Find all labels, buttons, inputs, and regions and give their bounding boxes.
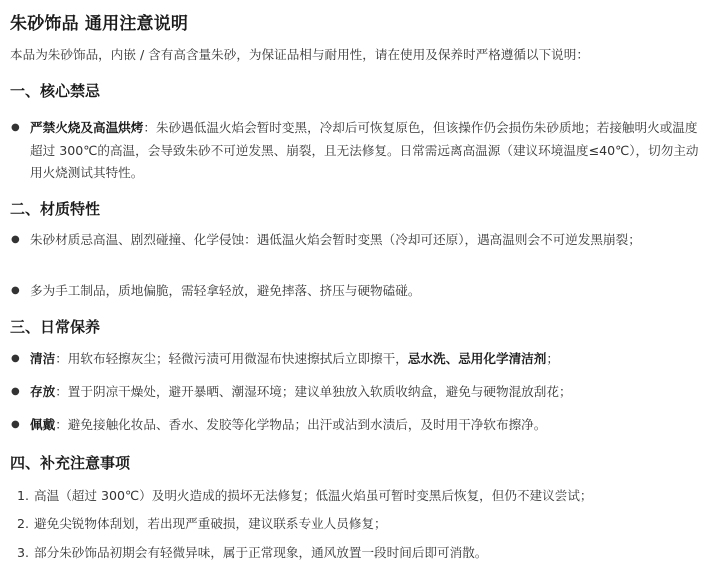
- intro-paragraph: 本品为朱砂饰品，内嵌 / 含有高含量朱砂，为保证品相与耐用性，请在使用及保养时严格遵循以下说明：: [10, 47, 589, 62]
- bullet-icon: ●: [11, 353, 20, 364]
- list-number: 1.: [17, 488, 30, 503]
- item-emphasis: 佩戴: [30, 417, 56, 432]
- section-heading-material: 二、材质特性: [10, 200, 101, 218]
- item-text: 部分朱砂饰品初期会有轻微异味，属于正常现象，通风放置一段时间后即可消散。: [34, 545, 488, 560]
- page-title: 朱砂饰品 通用注意说明: [10, 14, 189, 34]
- bullet-icon: ●: [11, 386, 20, 397]
- list-item: [11, 229, 709, 252]
- item-emphasis-secondary: 忌水洗、忌用化学清洁剂: [407, 351, 547, 366]
- item-emphasis: 严禁火烧及高温烘烤: [30, 120, 144, 135]
- item-text: 高温（超过 300℃）及明火造成的损坏无法修复；低温火焰虽可暂时变黑后恢复，但仍不建议尝试；: [34, 488, 593, 503]
- item-text: 朱砂材质忌高温、剧烈碰撞、化学侵蚀：遇低温火焰会暂时变黑（冷却可还原），遇高温则会不可逆发黑崩裂；: [30, 232, 641, 247]
- list-item: [17, 513, 709, 536]
- list-item: [11, 348, 709, 371]
- bullet-icon: ●: [11, 122, 20, 133]
- list-item: [11, 414, 709, 437]
- section-heading-core-taboos: 一、核心禁忌: [10, 82, 101, 100]
- item-text: ：置于阴凉干燥处，避开暴晒、潮湿环境；建议单独放入软质收纳盒，避免与硬物混放刮花；: [55, 384, 572, 399]
- item-emphasis: 清洁: [30, 351, 56, 366]
- section-heading-daily-care: 三、日常保养: [10, 318, 101, 336]
- list-item: [11, 280, 709, 303]
- item-text: ：用软布轻擦灰尘；轻微污渍可用微湿布快速擦拭后立即擦干，: [55, 351, 408, 366]
- bullet-icon: ●: [11, 234, 20, 245]
- list-number: 3.: [17, 545, 30, 560]
- item-text: ：避免接触化妆品、香水、发胶等化学物品；出汗或沾到水渍后，及时用干净软布擦净。: [55, 417, 547, 432]
- list-item: [11, 117, 709, 185]
- item-emphasis: 存放: [30, 384, 56, 399]
- section-heading-extra-notes: 四、补充注意事项: [10, 454, 131, 472]
- list-item: [17, 542, 709, 565]
- item-text: 避免尖锐物体刮划，若出现严重破损，建议联系专业人员修复；: [34, 516, 387, 531]
- list-item: [17, 485, 709, 508]
- list-item: [11, 381, 709, 404]
- bullet-icon: ●: [11, 285, 20, 296]
- list-number: 2.: [17, 516, 30, 531]
- bullet-icon: ●: [11, 419, 20, 430]
- item-text: 多为手工制品，质地偏脆，需轻拿轻放，避免摔落、挤压与硬物磕碰。: [30, 283, 421, 298]
- item-text: ：朱砂遇低温火焰会暂时变黑，冷却后可恢复原色，但该操作仍会损伤朱砂质地；若接触明火或温度超过 300℃的高温，会导致朱砂不可逆发黑、崩裂，且无法修复。日常需远离高温源（建议环境温度≤40℃），切勿主动用火烧测试其特性。: [30, 120, 699, 180]
- item-text-tail: ；: [546, 351, 559, 366]
